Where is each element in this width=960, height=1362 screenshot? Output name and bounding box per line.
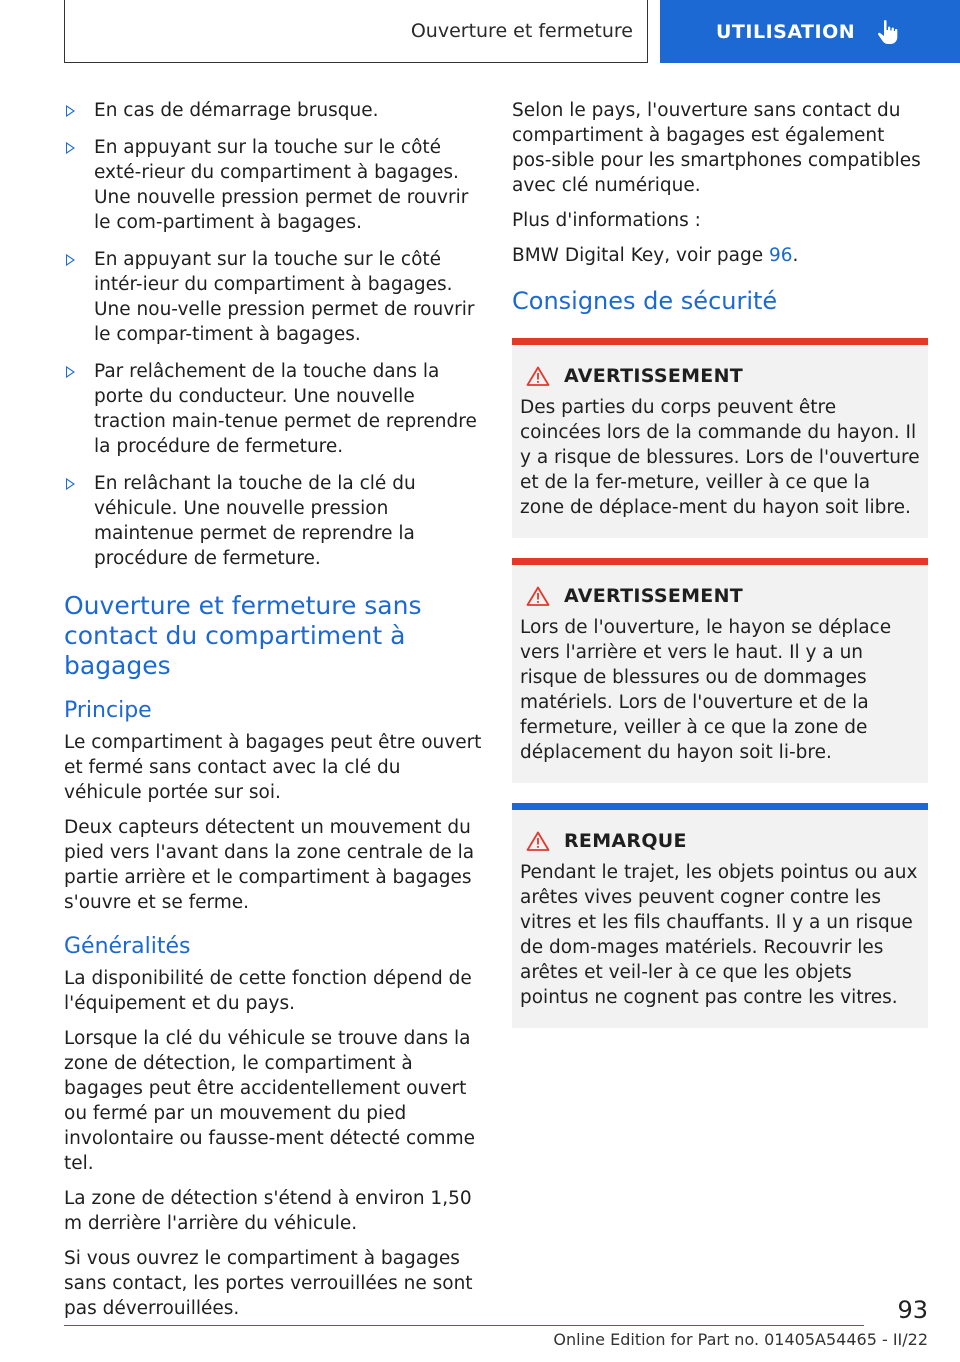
- page-reference: BMW Digital Key, voir page 96.: [512, 245, 799, 266]
- bullet-triangle-icon: [66, 142, 75, 154]
- notice-header: [520, 585, 920, 607]
- bullet-triangle-icon: [66, 105, 75, 117]
- edition-text: Online Edition for Part no. 01405A54465 - II/22: [553, 1330, 928, 1349]
- notice-text: Lors de l'ouverture, le hayon se déplace vers l'arrière et vers le haut. Il y a un risque de blessures ou de dommages matériels. Lors de l'ouverture et de la fermeture, veiller à ce que la zone de déplacement du hayon soit li-bre.: [520, 617, 892, 763]
- notice-title: AVERTISSEMENT: [564, 365, 744, 387]
- warning-triangle-icon: [526, 366, 550, 386]
- notice-text: Pendant le trajet, les objets pointus ou aux arêtes vives peuvent cogner contre les vitres et les fils chauffants. Il y a un risque de dom-mages matériels. Recouvrir les arêtes et veil-ler à ce que les objets pointus ne cognent pas contre les vitres.: [520, 862, 918, 1008]
- subsection-title-principe: Principe: [64, 698, 152, 723]
- section-title: Ouverture et fermeture sans contact du compartiment à bagages: [64, 591, 422, 680]
- header-chapter-tab[interactable]: [660, 0, 960, 63]
- warning-triangle-icon: [526, 831, 550, 851]
- warning-notice: [512, 338, 928, 538]
- subsection-title-generalites: Généralités: [64, 934, 191, 959]
- remark-notice: [512, 803, 928, 1028]
- header-section-title: Ouverture et fermeture: [410, 20, 633, 42]
- notice-header: [520, 365, 920, 387]
- hand-pointer-icon: [877, 19, 899, 45]
- notice-header: [520, 830, 920, 852]
- header-section-box: [64, 0, 648, 63]
- bullet-triangle-icon: [66, 366, 75, 378]
- generalites-paragraph: Lorsque la clé du véhicule se trouve dans la zone de détection, le compartiment à bagages peut être accidentellement ouvert ou fermé par un mouvement du pied involontaire ou fausse-ment détecté comme tel.: [64, 1028, 475, 1174]
- generalites-paragraph: La disponibilité de cette fonction dépend de l'équipement et du pays.: [64, 968, 472, 1014]
- warning-triangle-icon: [526, 586, 550, 606]
- more-info-label: Plus d'informations :: [512, 210, 701, 231]
- notice-text: Des parties du corps peuvent être coincées lors de la commande du hayon. Il y a risque de blessures. Lors de l'ouverture et de la fer-meture, veiller à ce que la zone de déplace-ment du hayon soit libre.: [520, 397, 920, 518]
- header-chapter-title: UTILISATION: [716, 20, 856, 43]
- list-item: Par relâchement de la touche dans la porte du conducteur. Une nouvelle traction main-tenue permet de reprendre la procédure de fermeture.: [64, 359, 482, 459]
- generalites-paragraph: Si vous ouvrez le compartiment à bagages sans contact, les portes verrouillées ne sont pas déverrouillées.: [64, 1248, 473, 1319]
- generalites-paragraph: La zone de détection s'étend à environ 1,50 m derrière l'arrière du véhicule.: [64, 1188, 472, 1234]
- notice-title: REMARQUE: [564, 830, 687, 852]
- list-item: En appuyant sur la touche sur le côté intér-ieur du compartiment à bagages. Une nou-velle pression permet de rouvrir le compar-timent à bagages.: [64, 247, 482, 347]
- bullet-triangle-icon: [66, 254, 75, 266]
- list-item: En relâchant la touche de la clé du véhicule. Une nouvelle pression maintenue permet de reprendre la procédure de fermeture.: [64, 471, 482, 571]
- principe-paragraph: Deux capteurs détectent un mouvement du pied vers l'avant dans la zone centrale de la partie arrière et le compartiment à bagages s'ouvre et se ferme.: [64, 817, 475, 913]
- page-link[interactable]: 96: [769, 245, 793, 266]
- closing-conditions-list: [64, 98, 482, 571]
- bullet-triangle-icon: [66, 478, 75, 490]
- principe-paragraph: Le compartiment à bagages peut être ouvert et fermé sans contact avec la clé du véhicule portée sur soi.: [64, 732, 482, 803]
- right-column: [512, 98, 928, 1044]
- warning-notice: [512, 558, 928, 783]
- left-column: [64, 98, 482, 1331]
- page-number: 93: [897, 1296, 928, 1324]
- notice-title: AVERTISSEMENT: [564, 585, 744, 607]
- list-item: En cas de démarrage brusque.: [64, 98, 482, 123]
- list-item: En appuyant sur la touche sur le côté exté-rieur du compartiment à bagages. Une nouvelle pression permet de rouvrir le com-partiment à bagages.: [64, 135, 482, 235]
- digital-key-intro: Selon le pays, l'ouverture sans contact du compartiment à bagages est également pos-sible pour les smartphones compatibles avec clé numérique.: [512, 100, 921, 196]
- safety-section-title: Consignes de sécurité: [512, 287, 778, 315]
- footer-divider: [64, 1325, 864, 1326]
